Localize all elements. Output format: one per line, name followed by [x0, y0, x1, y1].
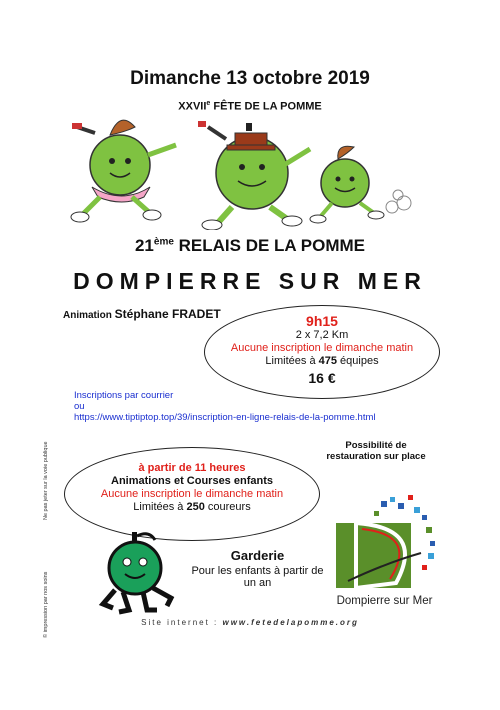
- running-apples-illustration: [70, 115, 415, 230]
- race-info-oval: [204, 305, 440, 399]
- kids-limit: Limitées à 250 coureurs: [133, 501, 251, 513]
- race-limit: Limitées à 475 équipes: [265, 355, 379, 367]
- race-price: 16 €: [308, 370, 336, 386]
- side-note-top: [38, 402, 50, 522]
- garderie-title: Garderie: [230, 548, 285, 563]
- inscriptions-link[interactable]: https://www.tiptiptop.top/39/inscription-en-ligne-relais-de-la-pomme.html: [74, 412, 376, 423]
- apple-runner-left: [71, 120, 176, 222]
- garderie-text: Pour les enfants à partir de un an: [191, 565, 324, 589]
- apple-runner-right: [310, 146, 411, 223]
- svg-text:Ne pas jeter sur la voie publi: Ne pas jeter sur la voie publique: [43, 441, 49, 520]
- race-no-registration: Aucune inscription le dimanche matin: [230, 342, 414, 354]
- svg-text:© impression par nos soins: © impression par nos soins: [43, 571, 49, 638]
- inscriptions-or: ou: [74, 401, 85, 412]
- animation-credit: Animation Stéphane FRADET: [63, 307, 221, 321]
- inscriptions-block: [74, 390, 376, 423]
- kids-no-registration: Aucune inscription le dimanche matin: [100, 488, 284, 500]
- garderie-mascot: [95, 530, 185, 615]
- restauration-note: Possibilité de restauration sur place: [326, 440, 426, 462]
- kids-info-oval: [64, 447, 320, 541]
- event-date-title: Dimanche 13 octobre 2019: [130, 68, 370, 89]
- town-title: DOMPIERRE SUR MER: [73, 268, 427, 294]
- logo-caption: Dompierre sur Mer: [336, 595, 433, 607]
- kids-title: Animations et Courses enfants: [111, 475, 273, 487]
- race-time: 9h15: [306, 313, 338, 329]
- dompierre-logo: [326, 493, 441, 593]
- kids-time: à partir de 11 heures: [138, 462, 246, 474]
- apple-runner-middle: [198, 121, 310, 230]
- site-url[interactable]: www.fetedelapomme.org: [222, 618, 359, 627]
- event-subtitle: XXVIIe FÊTE DE LA POMME: [178, 100, 322, 113]
- race-distance: 2 x 7,2 Km: [295, 329, 349, 341]
- inscriptions-mail: Inscriptions par courrier: [74, 390, 174, 401]
- garderie-block: [185, 550, 330, 589]
- site-internet: Site internet : www.fetedelapomme.org: [141, 618, 359, 627]
- relais-title: 21ème RELAIS DE LA POMME: [134, 236, 366, 255]
